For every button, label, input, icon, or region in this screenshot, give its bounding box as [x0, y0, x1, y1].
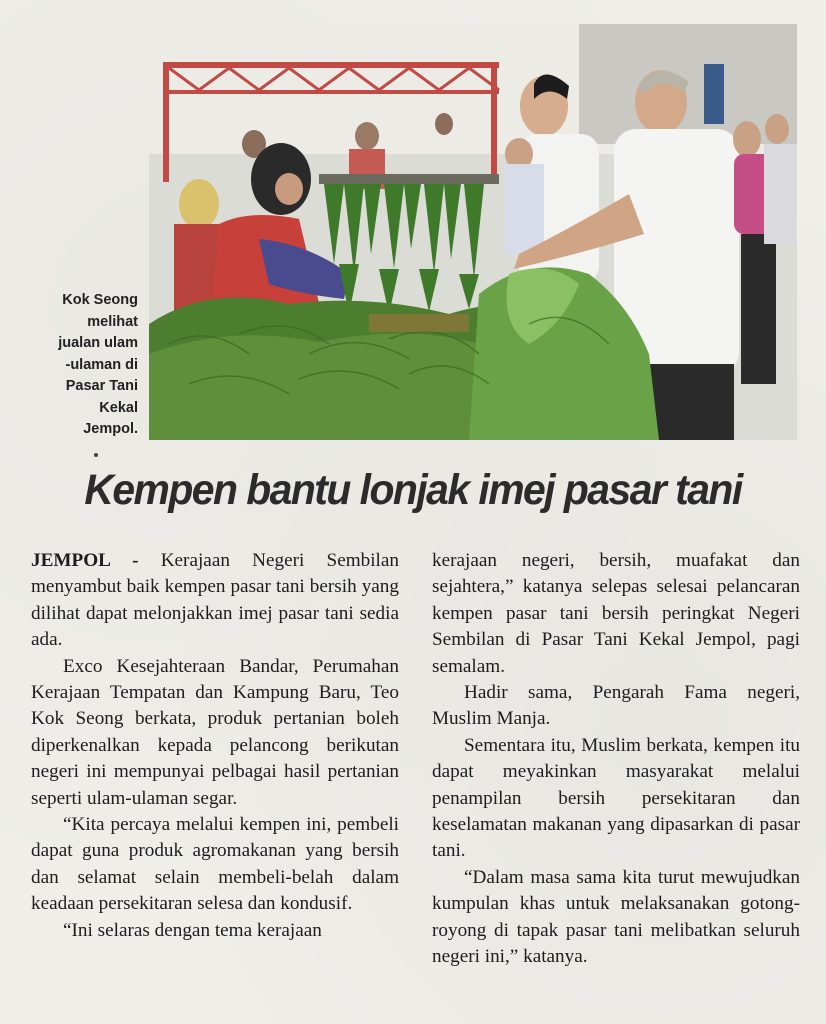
caption-line: Kok Seong: [62, 292, 138, 308]
article-paragraph: [31, 548, 399, 654]
caption-line: melihat: [87, 313, 138, 330]
article-column-left: [31, 548, 399, 944]
caption-line: Kekal: [99, 399, 138, 416]
article-headline: Kempen bantu lonjak imej pasar tani: [84, 466, 742, 514]
caption-line: jualan ulam: [58, 335, 138, 351]
article-paragraph: Sementara itu, Muslim berkata, kempen itu dapat meyakinkan masyarakat melalui penampilan bersih persekitaran dan keselamatan makanan yang dipasarkan di pasar tani.: [432, 734, 800, 862]
caption-line: Pasar Tani: [65, 378, 138, 394]
news-photo: [149, 24, 797, 440]
ink-dot: [94, 453, 98, 457]
article-paragraph: “Dalam masa sama kita turut mewujudkan kumpulan khas untuk melaksanakan gotong-royong di tapak pasar tani melibatkan seluruh negeri ini,” katanya.: [432, 866, 800, 968]
article-paragraph: kerajaan negeri, bersih, muafakat dan sejahtera,” katanya selepas selesai pelancaran kempen pasar tani bersih peringkat Negeri Sembilan di Pasar Tani Kekal Jempol, pagi semalam.: [432, 550, 800, 677]
article-paragraph: Exco Kesejahteraan Bandar, Perumahan Kerajaan Tempatan dan Kampung Baru, Teo Kok Seong berkata, produk pertanian boleh diperkenalkan kepada pelancong berikutan negeri ini mempunyai pelbagai hasil pertanian seperti ulam-ulaman segar.: [31, 655, 399, 809]
photo-caption: [30, 290, 138, 441]
caption-line: -ulaman di: [65, 356, 138, 373]
article-paragraph: “Kita percaya melalui kempen ini, pembeli dapat guna produk agromakanan yang bersih dan selamat selain membeli-belah dalam keadaan persekitaran selesa dan kondusif.: [31, 814, 399, 915]
dateline: JEMPOL -: [31, 550, 139, 571]
paragraph-text: Kerajaan Negeri Sembilan menyambut baik kempen pasar tani bersih yang dilihat dapat melonjakkan imej pasar tani sedia ada.: [31, 550, 400, 651]
article-column-right: [432, 548, 800, 971]
article-paragraph: “Ini selaras dengan tema kerajaan: [63, 919, 322, 941]
article-paragraph: Hadir sama, Pengarah Fama negeri, Muslim Manja.: [432, 682, 800, 730]
caption-line: Jempol.: [83, 421, 138, 437]
